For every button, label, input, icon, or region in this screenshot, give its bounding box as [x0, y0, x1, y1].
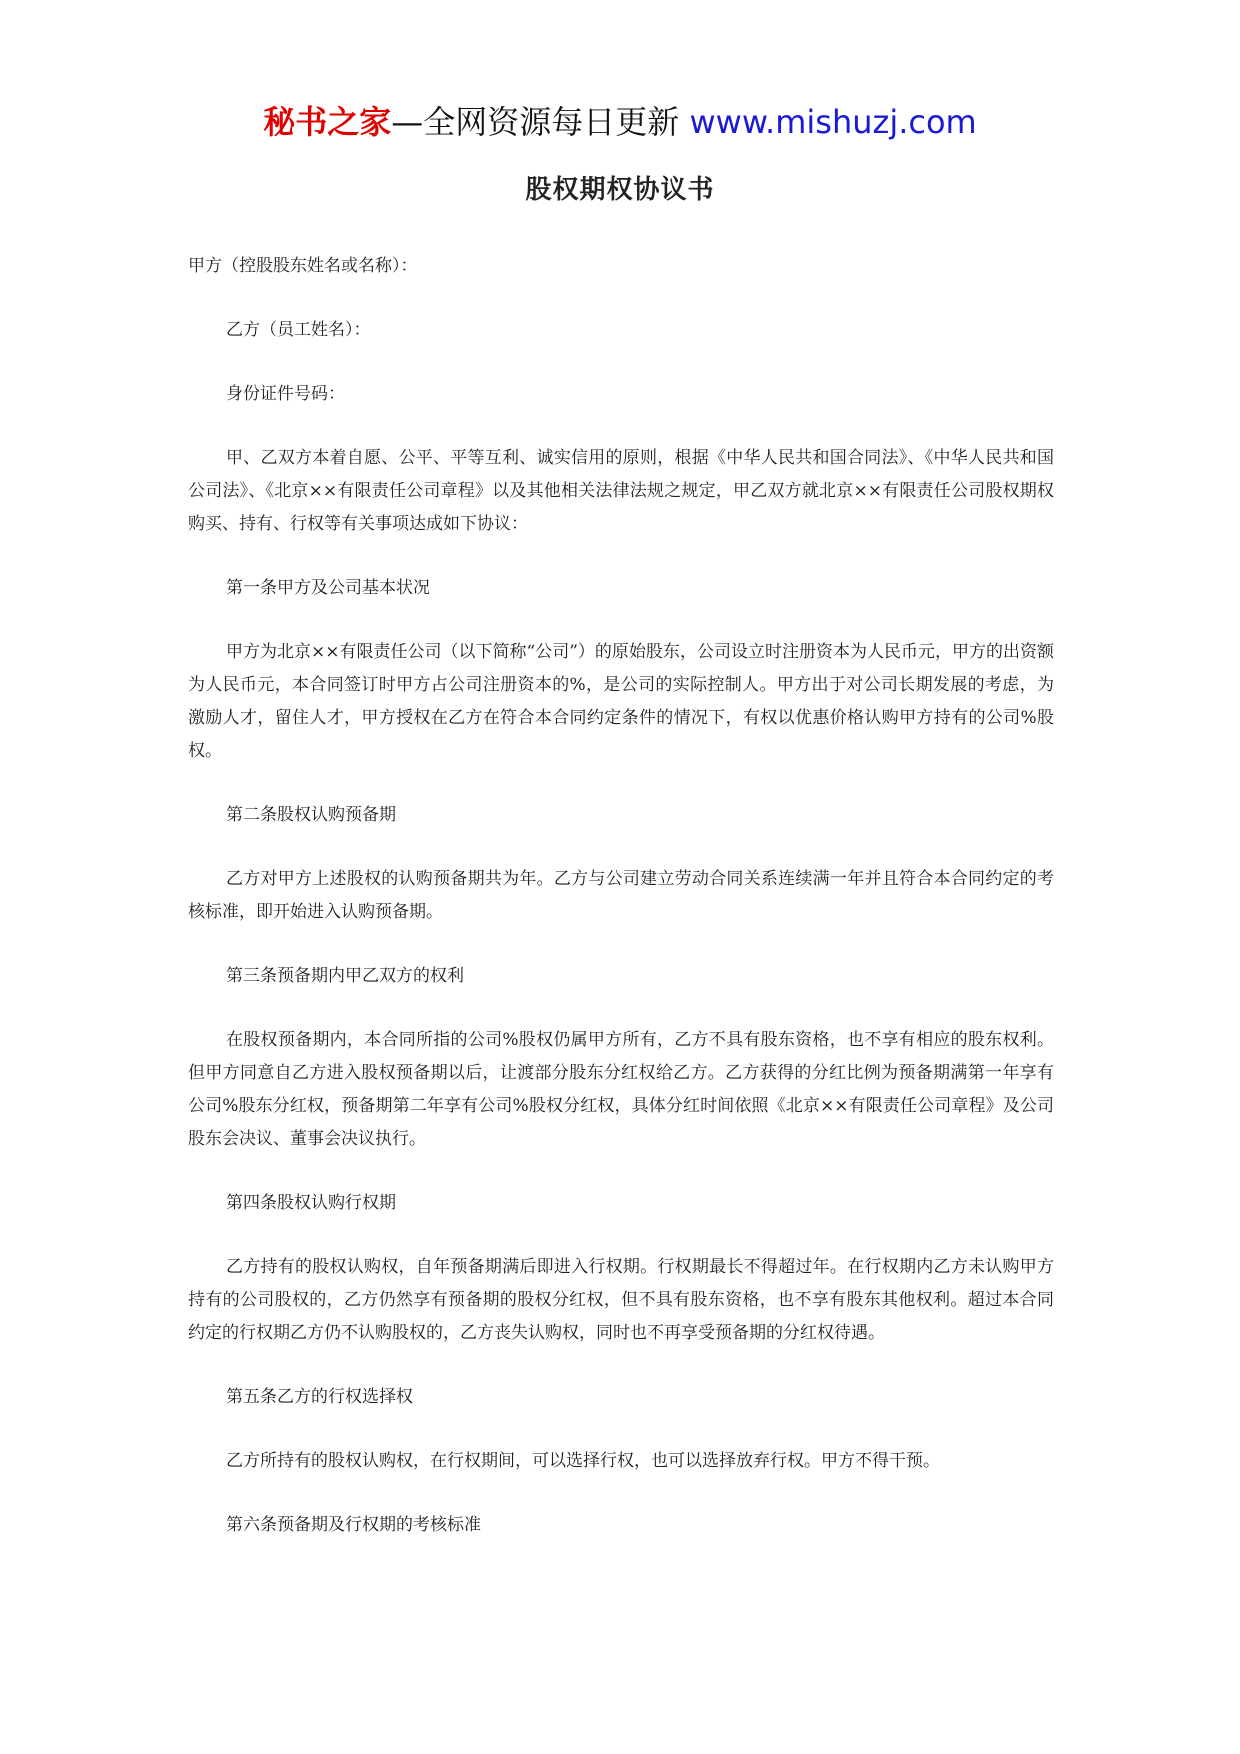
- article-heading: 第一条甲方及公司基本状况: [226, 578, 430, 598]
- site-url-link[interactable]: www.mishuzj.com: [689, 103, 977, 141]
- article-heading: 第四条股权认购行权期: [226, 1193, 396, 1213]
- document-paragraph: 身份证件号码：: [226, 384, 345, 404]
- document-paragraph: 甲方（控股股东姓名或名称）：: [188, 256, 418, 276]
- site-banner: [0, 100, 1240, 144]
- article-heading: 第六条预备期及行权期的考核标准: [226, 1515, 481, 1535]
- document-body: [188, 250, 1054, 1573]
- brand-name: 秘书之家: [263, 103, 392, 141]
- article-heading: 第二条股权认购预备期: [226, 805, 396, 825]
- document-paragraph: 在股权预备期内，本合同所指的公司%股权仍属甲方所有，乙方不具有股东资格，也不享有相应的股东权利。但甲方同意自乙方进入股权预备期以后，让渡部分股东分红权给乙方。乙方获得的分红比例为预备期满第一年享有公司%股东分红权，预备期第二年享有公司%股权分红权，具体分红时间依照《北京××有限责任公司章程》及公司股东会决议、董事会决议执行。: [188, 1030, 1054, 1149]
- document-paragraph: 乙方（员工姓名）：: [226, 320, 371, 340]
- document-paragraph: 甲方为北京××有限责任公司（以下简称“公司”）的原始股东，公司设立时注册资本为人民币元，甲方的出资额为人民币元，本合同签订时甲方占公司注册资本的%，是公司的实际控制人。甲方出于对公司长期发展的考虑，为激励人才，留住人才，甲方授权在乙方在符合本合同约定条件的情况下，有权以优惠价格认购甲方持有的公司%股权。: [188, 642, 1054, 761]
- document-title: 股权期权协议书: [525, 175, 715, 205]
- document-paragraph: 乙方持有的股权认购权，自年预备期满后即进入行权期。行权期最长不得超过年。在行权期内乙方未认购甲方持有的公司股权的，乙方仍然享有预备期的股权分红权，但不具有股东资格，也不享有股东其他权利。超过本合同约定的行权期乙方仍不认购股权的，乙方丧失认购权，同时也不再享受预备期的分红权待遇。: [188, 1257, 1054, 1343]
- banner-tagline: —全网资源每日更新: [391, 103, 690, 141]
- document-paragraph: 乙方对甲方上述股权的认购预备期共为年。乙方与公司建立劳动合同关系连续满一年并且符合本合同约定的考核标准，即开始进入认购预备期。: [188, 869, 1054, 922]
- article-heading: 第五条乙方的行权选择权: [226, 1387, 413, 1407]
- document-paragraph: 乙方所持有的股权认购权，在行权期间，可以选择行权，也可以选择放弃行权。甲方不得干预。: [226, 1451, 940, 1471]
- document-paragraph: 甲、乙双方本着自愿、公平、平等互利、诚实信用的原则，根据《中华人民共和国合同法》、《中华人民共和国公司法》、《北京××有限责任公司章程》以及其他相关法律法规之规定，甲乙双方就北京××有限责任公司股权期权购买、持有、行权等有关事项达成如下协议：: [188, 448, 1054, 534]
- article-heading: 第三条预备期内甲乙双方的权利: [226, 966, 464, 986]
